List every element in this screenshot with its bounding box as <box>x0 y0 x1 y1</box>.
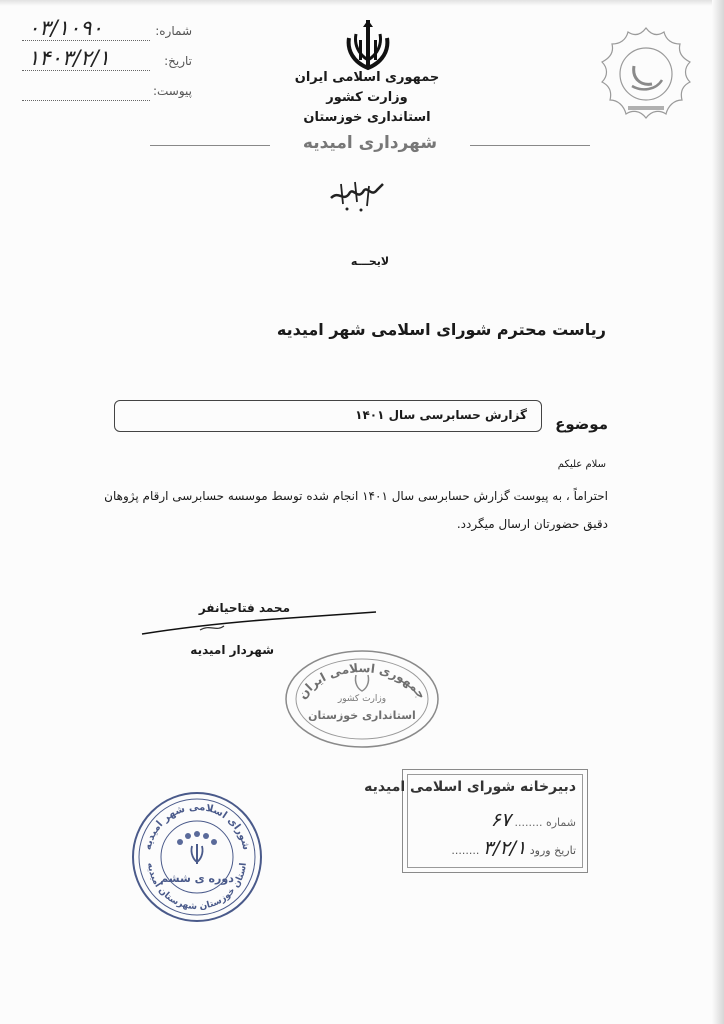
governorate-stamp <box>282 645 442 749</box>
banner-rule-right <box>470 145 590 146</box>
receipt-date-row: تاریخ ورود ۳/۲/۱ ........ <box>451 837 576 859</box>
subject-label: موضوع <box>555 415 608 433</box>
municipality-banner <box>150 133 590 157</box>
receipt-date-value: ۳/۲/۱ <box>482 837 527 859</box>
receipt-number-value: ۶۷ <box>490 809 511 831</box>
greeting: سلام علیکم <box>557 459 606 470</box>
oval-stamp-text-top: جمهوری اسلامی ایران <box>295 660 429 702</box>
svg-text:استان خوزستان شهرستان امیدیه <box>145 862 249 912</box>
subject-box <box>114 400 542 432</box>
date-value: ۱۴۰۳/۲/۱ <box>28 46 110 70</box>
signer-title: شهردار امیدیه <box>190 643 274 657</box>
letter-meta <box>22 18 192 108</box>
receipt-number-row: شماره ........ ۶۷ <box>490 809 576 831</box>
attachment-dotted-line <box>22 100 150 101</box>
receipt-date-label: تاریخ ورود <box>529 844 576 857</box>
addressee: ریاست محترم شورای اسلامی شهر امیدیه <box>276 320 606 339</box>
attachment-label: پیوست: <box>152 84 192 98</box>
scan-shadow-top <box>0 0 724 6</box>
meta-number-row <box>22 18 192 48</box>
number-label: شماره: <box>155 24 192 38</box>
receipt-number-label: شماره <box>545 816 576 829</box>
seal-text-top: شورای اسلامی شهر امیدیه <box>142 801 252 852</box>
council-receipt-stamp <box>364 769 588 873</box>
meta-attachment-row <box>22 78 192 108</box>
iran-emblem-icon <box>339 16 397 74</box>
subject-text: گزارش حسابرسی سال ۱۴۰۱ <box>355 408 527 422</box>
number-dotted-line <box>22 40 150 41</box>
date-label: تاریخ: <box>164 54 192 68</box>
oval-stamp-text-mid: وزارت کشور <box>337 694 387 704</box>
scan-shadow-right <box>712 0 724 1024</box>
banner-rule-left <box>150 145 270 146</box>
header-line-republic: جمهوری اسلامی ایران <box>294 70 440 85</box>
omidiyeh-city-logo <box>588 22 704 138</box>
meta-date-row <box>22 48 192 78</box>
number-value: ۰۳/۱۰۹۰ <box>28 16 103 40</box>
oval-stamp-text-bottom: استانداری خوزستان <box>308 709 416 722</box>
basmala-calligraphy <box>327 176 387 214</box>
svg-text:شورای اسلامی شهر امیدیه <box>143 802 252 852</box>
date-dotted-line <box>22 70 150 71</box>
receipt-stamp-title: دبیرخانه شورای اسلامی امیدیه <box>364 779 576 795</box>
header-line-ministry: وزارت کشور <box>326 90 408 105</box>
city-council-seal <box>130 790 264 924</box>
handwritten-signature <box>140 608 380 642</box>
header-line-governorate: استانداری خوزستان <box>303 110 431 125</box>
government-header <box>262 68 472 128</box>
letter-body: احتراماً ، به پیوست گزارش حسابرسی سال ۱۴۰۱ انجام شده توسط موسسه حسابرسی ارقام پژوهان دقیق حضورتان ارسال میگردد. <box>104 489 608 531</box>
seal-text-bottom: استان خوزستان شهرستان امیدیه <box>145 862 249 913</box>
document-heading: لایحـــه <box>350 255 390 268</box>
municipality-title: شهرداری امیدیه <box>302 133 438 153</box>
seal-text-center: دوره ی ششم <box>160 872 234 885</box>
signer-name: محمد فتاحیانفر <box>198 601 290 615</box>
